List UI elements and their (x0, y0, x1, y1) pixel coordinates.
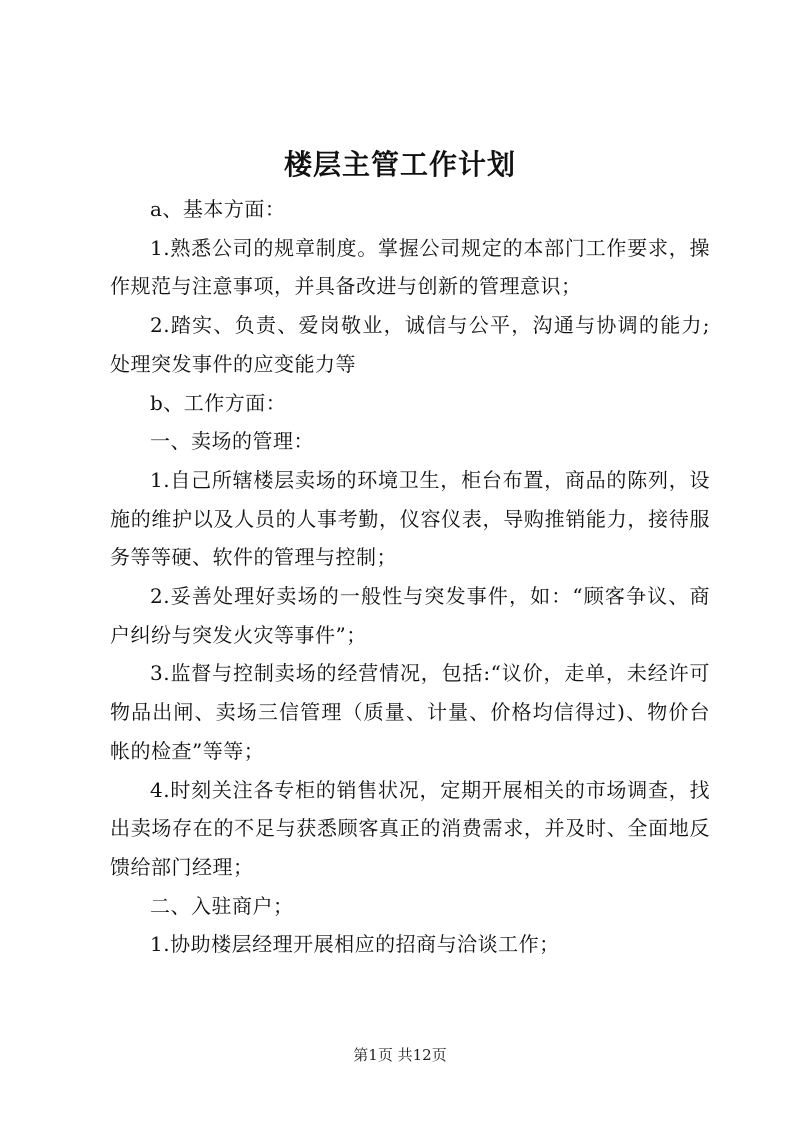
paragraph-basic-heading: a、基本方面： (150, 197, 286, 221)
paragraph-section-store: 一、卖场的管理： (150, 429, 314, 454)
paragraph-store-2: 2.妥善处理好卖场的一般性与突发事件，如：“顾客争议、商户纠纷与突发火灾等事件”； (110, 584, 710, 647)
paragraph-store-4: 4.时刻关注各专柜的销售状况，定期开展相关的市场调查，找出卖场存在的不足与获悉顾客真正的消费需求，并及时、全面地反馈给部门经理； (110, 777, 710, 879)
paragraph-store-3: 3.监督与控制卖场的经营情况，包括:“议价，走单，未经许可物品出闸、卖场三信管理（质量、计量、价格均信得过)、物价台帐的检查”等等； (110, 661, 710, 763)
paragraph-store-1: 1.自己所辖楼层卖场的环境卫生，柜台布置，商品的陈列，设施的维护以及人员的人事考勤，仪容仪表，导购推销能力，接待服务等等硬、软件的管理与控制； (110, 467, 710, 570)
document-title: 楼层主管工作计划 (283, 148, 516, 181)
paragraph-merchants-1: 1.协助楼层经理开展相应的招商与洽谈工作； (150, 932, 560, 957)
paragraph-section-merchants: 二、入驻商户； (150, 893, 294, 918)
page-footer: 第1页 共12页 (353, 1046, 447, 1064)
document-body (110, 190, 710, 964)
paragraph-work-heading: b、工作方面： (150, 390, 287, 415)
paragraph-basic-1: 1.熟悉公司的规章制度。掌握公司规定的本部门工作要求，操作规范与注意事项，并具备改进与创新的管理意识； (110, 235, 710, 299)
paragraph-basic-2: 2.踏实、负责、爱岗敬业，诚信与公平，沟通与协调的能力;处理突发事件的应变能力等 (110, 313, 710, 376)
